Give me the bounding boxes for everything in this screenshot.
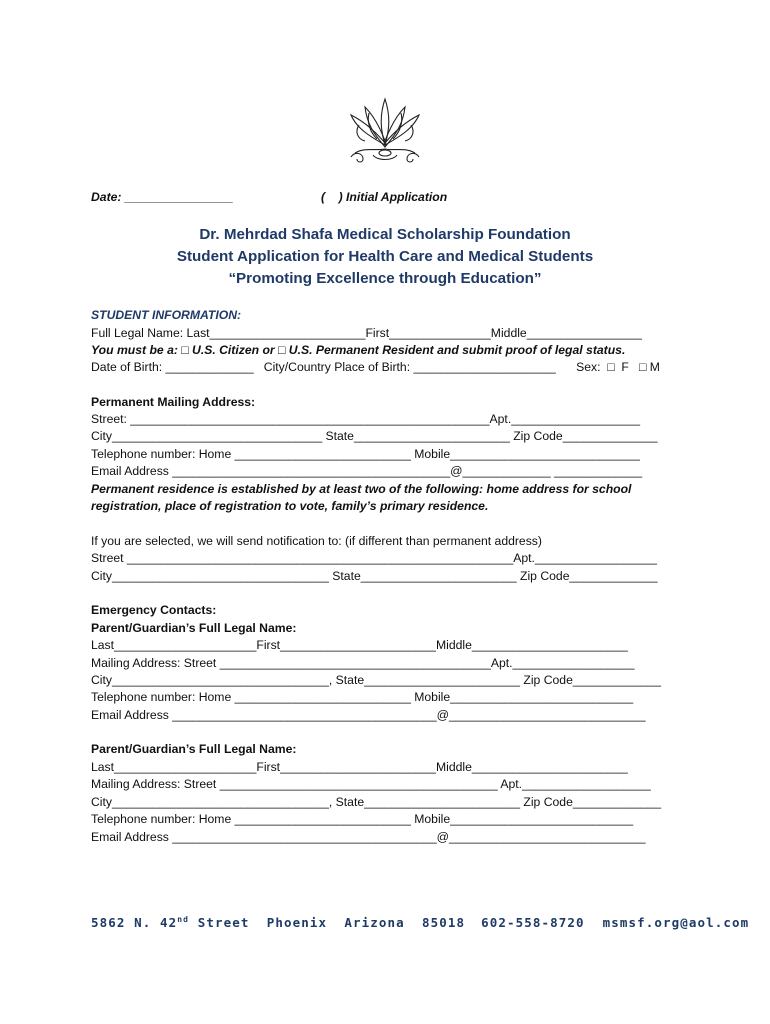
footer-address: 5862 N. 42nd Street Phoenix Arizona 85018 <box>91 915 466 931</box>
guardian-1-email-field[interactable]: Email Address _______________________________________@_____________________________ <box>91 708 646 722</box>
residence-note-line2: registration, place of registration to vote, family’s primary residence. <box>91 499 489 513</box>
guardian-1-phone-field[interactable]: Telephone number: Home __________________________ Mobile___________________________ <box>91 690 634 704</box>
permanent-address-label: Permanent Mailing Address: <box>91 395 256 409</box>
footer-contact <box>91 915 749 930</box>
footer-phone: 602-558-8720 <box>481 915 585 931</box>
guardian-2-name-field[interactable]: Last_____________________First_______________________Middle_______________________ <box>91 760 628 774</box>
guardian-1-name-field[interactable]: Last_____________________First_______________________Middle_______________________ <box>91 638 628 652</box>
guardian-2-label: Parent/Guardian’s Full Legal Name: <box>91 742 297 756</box>
student-full-name-field[interactable]: Full Legal Name: Last_______________________First_______________Middle_________________ <box>91 326 642 340</box>
citizenship-checkboxes[interactable]: You must be a: □ U.S. Citizen or □ U.S. Permanent Resident and submit proof of legal status. <box>91 343 626 357</box>
student-info-label: STUDENT INFORMATION: <box>91 308 242 322</box>
permanent-street-field[interactable]: Street: _____________________________________________________Apt.___________________ <box>91 412 640 426</box>
notification-intro: If you are selected, we will send notification to: (if different than permanent address) <box>91 534 542 548</box>
permanent-city-field[interactable]: City_______________________________ State_______________________ Zip Code______________ <box>91 429 658 443</box>
guardian-2-email-field[interactable]: Email Address _______________________________________@_____________________________ <box>91 830 646 844</box>
guardian-1-city-field[interactable]: City________________________________, State_______________________ Zip Code_____________ <box>91 673 661 687</box>
birth-info-field[interactable]: Date of Birth: _____________ City/Country Place of Birth: _____________________ Sex: □ F □ M <box>91 360 660 374</box>
guardian-1-mailing-field[interactable]: Mailing Address: Street ________________________________________Apt.__________________ <box>91 656 635 670</box>
date-field[interactable]: Date: ________________ <box>91 190 234 204</box>
motto: “Promoting Excellence through Education” <box>228 270 542 287</box>
guardian-1-label: Parent/Guardian’s Full Legal Name: <box>91 621 297 635</box>
foundation-title: Dr. Mehrdad Shafa Medical Scholarship Foundation <box>199 226 571 243</box>
application-subtitle: Student Application for Health Care and Medical Students <box>176 248 594 265</box>
emergency-contacts-label: Emergency Contacts: <box>91 603 217 617</box>
initial-application-checkbox[interactable]: ( ) Initial Application <box>321 190 448 204</box>
notification-city-field[interactable]: City________________________________ State_______________________ Zip Code_____________ <box>91 569 658 583</box>
guardian-2-city-field[interactable]: City________________________________, State_______________________ Zip Code_____________ <box>91 795 661 809</box>
permanent-email-field[interactable]: Email Address _________________________________________@_____________ _____________ <box>91 464 643 478</box>
guardian-2-phone-field[interactable]: Telephone number: Home __________________________ Mobile___________________________ <box>91 812 634 826</box>
footer-email-link[interactable]: msmsf.org@aol.com <box>602 915 750 931</box>
residence-note-line1: Permanent residence is established by at least two of the following: home address for school <box>91 482 632 496</box>
foundation-logo <box>345 95 425 169</box>
permanent-phone-field[interactable]: Telephone number: Home __________________________ Mobile____________________________ <box>91 447 640 461</box>
guardian-2-mailing-field[interactable]: Mailing Address: Street _________________________________________ Apt.___________________ <box>91 777 651 791</box>
notification-street-field[interactable]: Street _________________________________________________________Apt.__________________ <box>91 551 657 565</box>
